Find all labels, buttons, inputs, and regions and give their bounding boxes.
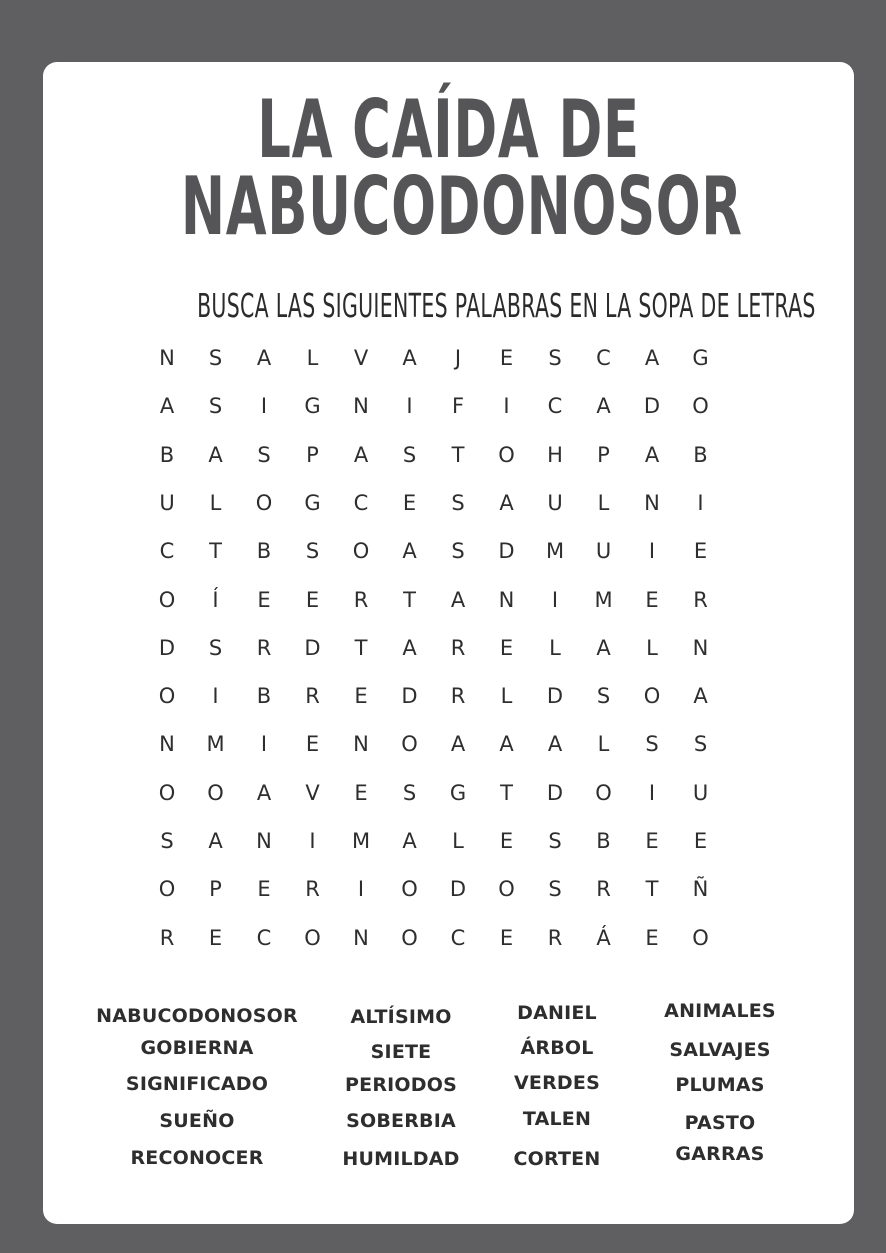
grid-letter: U	[159, 490, 175, 515]
word-list-item: TALEN	[522, 1108, 592, 1130]
grid-letter: E	[499, 346, 514, 370]
grid-letter: T	[354, 635, 368, 660]
word-list-item: ANIMALES	[664, 1000, 776, 1022]
grid-letter: O	[401, 877, 418, 902]
grid-letter: N	[353, 732, 369, 757]
grid-letter: E	[402, 490, 417, 515]
grid-letter: E	[693, 539, 708, 564]
grid-letter: I	[406, 394, 413, 419]
title-line-2: NABUCODONOSOR	[180, 160, 743, 253]
grid-letter: E	[354, 780, 368, 805]
word-list-item: PASTO	[684, 1112, 756, 1134]
grid-letter: N	[644, 490, 660, 515]
grid-letter: S	[257, 442, 271, 467]
grid-letter: I	[260, 732, 268, 757]
word-list-item: GARRAS	[675, 1143, 765, 1165]
grid-letter: S	[596, 684, 611, 709]
grid-letter: R	[547, 925, 563, 950]
grid-letter: B	[256, 539, 272, 564]
grid-letter: C	[256, 925, 272, 950]
grid-letter: I	[648, 539, 656, 564]
grid-letter: I	[551, 587, 559, 612]
grid-letter: S	[208, 394, 223, 419]
grid-letter: S	[693, 732, 708, 757]
word-list-item: ÁRBOL	[520, 1037, 594, 1059]
grid-letter: A	[499, 490, 514, 515]
word-list-item: SOBERBIA	[346, 1110, 456, 1132]
grid-letter: C	[596, 346, 611, 370]
grid-letter: E	[305, 732, 320, 757]
grid-letter: E	[305, 587, 320, 612]
worksheet-page	[43, 62, 854, 1224]
grid-letter: A	[644, 442, 660, 467]
grid-letter: I	[309, 829, 316, 853]
grid-letter: B	[693, 442, 708, 467]
grid-letter: R	[596, 877, 611, 902]
grid-letter: A	[256, 346, 272, 370]
grid-letter: S	[451, 490, 465, 515]
grid-letter: E	[499, 829, 514, 853]
grid-letter: A	[644, 346, 660, 370]
grid-letter: S	[208, 635, 223, 660]
grid-letter: A	[208, 442, 223, 467]
grid-letter: P	[597, 442, 610, 467]
grid-letter: G	[304, 490, 321, 515]
word-list-item: ALTÍSIMO	[350, 1006, 452, 1028]
grid-letter: O	[692, 394, 709, 419]
grid-letter: A	[693, 684, 708, 709]
grid-letter: O	[207, 780, 224, 805]
grid-letter: R	[305, 877, 320, 902]
grid-letter: D	[546, 684, 564, 709]
grid-letter: T	[500, 780, 513, 805]
grid-letter: F	[451, 394, 465, 419]
grid-letter: O	[595, 780, 612, 805]
grid-letter: N	[353, 394, 369, 419]
grid-letter: M	[351, 829, 371, 853]
grid-letter: U	[692, 780, 709, 805]
grid-letter: E	[499, 635, 514, 660]
grid-letter: D	[449, 877, 467, 902]
grid-letter: R	[305, 684, 320, 709]
grid-letter: L	[597, 490, 610, 515]
grid-letter: E	[693, 829, 708, 853]
grid-letter: A	[402, 346, 417, 370]
grid-letter: S	[645, 732, 659, 757]
grid-letter: L	[549, 635, 561, 660]
word-list-item: PLUMAS	[675, 1074, 765, 1096]
grid-letter: O	[158, 780, 176, 805]
grid-letter: U	[547, 490, 563, 515]
word-list-item: RECONOCER	[130, 1147, 264, 1169]
grid-letter: E	[354, 684, 368, 709]
grid-letter: O	[498, 877, 515, 902]
grid-letter: E	[645, 829, 659, 853]
grid-letter: O	[498, 442, 515, 467]
grid-letter: A	[159, 394, 175, 419]
grid-letter: A	[596, 394, 611, 419]
grid-letter: R	[353, 587, 369, 612]
grid-letter: I	[212, 684, 219, 709]
word-list-item: PERIODOS	[345, 1074, 457, 1096]
grid-letter: G	[692, 346, 709, 370]
grid-letter: A	[450, 587, 466, 612]
grid-letter: A	[450, 732, 466, 757]
grid-letter: R	[159, 925, 175, 950]
grid-letter: L	[500, 684, 513, 709]
grid-letter: T	[451, 442, 465, 467]
grid-letter: V	[353, 346, 369, 370]
grid-letter: E	[257, 877, 271, 902]
grid-letter: N	[256, 829, 272, 853]
grid-letter: M	[206, 732, 225, 757]
grid-letter: A	[256, 780, 272, 805]
grid-letter: B	[596, 829, 611, 853]
grid-letter: G	[449, 780, 467, 805]
grid-letter: D	[304, 635, 321, 660]
grid-letter: D	[401, 684, 418, 709]
grid-letter: Á	[596, 925, 611, 950]
grid-letter: C	[547, 394, 563, 419]
word-list-item: HUMILDAD	[342, 1148, 460, 1170]
grid-letter: E	[208, 925, 223, 950]
grid-letter: O	[304, 925, 321, 950]
word-list-item: SALVAJES	[669, 1039, 771, 1061]
grid-letter: O	[692, 925, 709, 950]
grid-letter: A	[402, 539, 417, 564]
grid-letter: E	[499, 925, 514, 950]
grid-letter: R	[693, 587, 708, 612]
grid-letter: S	[451, 539, 465, 564]
grid-letter: A	[596, 635, 611, 660]
grid-letter: O	[158, 684, 176, 709]
grid-letter: B	[159, 442, 175, 467]
grid-letter: A	[499, 732, 514, 757]
grid-letter: R	[256, 635, 272, 660]
grid-letter: S	[402, 442, 417, 467]
grid-letter: I	[260, 394, 268, 419]
word-list-item: SIGNIFICADO	[125, 1073, 269, 1095]
word-list-item: CORTEN	[513, 1148, 601, 1170]
grid-letter: N	[159, 346, 175, 370]
grid-letter: Í	[212, 587, 219, 612]
grid-letter: N	[692, 635, 709, 660]
grid-letter: I	[503, 394, 510, 419]
grid-letter: O	[158, 877, 176, 902]
grid-letter: S	[305, 539, 320, 564]
grid-letter: O	[158, 587, 176, 612]
grid-letter: D	[158, 635, 176, 660]
grid-letter: L	[646, 635, 658, 660]
grid-letter: E	[645, 587, 659, 612]
grid-letter: S	[160, 829, 174, 853]
grid-letter: L	[452, 829, 464, 853]
grid-letter: D	[546, 780, 564, 805]
word-list-item: SIETE	[370, 1041, 432, 1063]
grid-letter: L	[306, 346, 319, 370]
grid-letter: D	[498, 539, 515, 564]
grid-letter: N	[159, 732, 175, 757]
grid-letter: R	[450, 684, 466, 709]
grid-letter: Ñ	[692, 877, 709, 902]
grid-letter: M	[545, 539, 565, 564]
word-list-item: VERDES	[514, 1072, 600, 1094]
grid-letter: T	[403, 587, 416, 612]
grid-letter: I	[648, 780, 656, 805]
grid-letter: I	[357, 877, 365, 902]
word-list-item: DANIEL	[517, 1002, 597, 1024]
grid-letter: O	[643, 684, 661, 709]
grid-letter: C	[353, 490, 369, 515]
grid-letter: I	[697, 490, 704, 515]
grid-letter: P	[306, 442, 319, 467]
word-list-item: SUEÑO	[159, 1110, 235, 1132]
grid-letter: N	[498, 587, 515, 612]
grid-letter: D	[643, 394, 661, 419]
word-list-item: GOBIERNA	[140, 1037, 254, 1059]
grid-letter: T	[209, 539, 222, 564]
grid-letter: S	[402, 780, 417, 805]
instructions: BUSCA LAS SIGUIENTES PALABRAS EN LA SOPA DE LETRAS	[197, 286, 816, 325]
grid-letter: G	[304, 394, 321, 419]
grid-letter: J	[454, 346, 462, 370]
grid-letter: A	[547, 732, 563, 757]
grid-letter: L	[597, 732, 610, 757]
grid-letter: M	[594, 587, 613, 612]
grid-letter: E	[645, 925, 659, 950]
grid-letter: E	[257, 587, 271, 612]
grid-letter: U	[595, 539, 612, 564]
grid-letter: A	[208, 829, 223, 853]
word-list-item: NABUCODONOSOR	[96, 1005, 298, 1027]
grid-letter: S	[548, 346, 562, 370]
grid-letter: O	[255, 490, 273, 515]
grid-letter: P	[209, 877, 222, 902]
grid-letter: V	[305, 780, 320, 805]
grid-letter: S	[548, 829, 562, 853]
grid-letter: S	[548, 877, 562, 902]
title-line-1: LA CAÍDA DE	[257, 83, 640, 176]
grid-letter: N	[353, 925, 369, 950]
grid-letter: T	[645, 877, 659, 902]
grid-letter: O	[401, 925, 418, 950]
grid-letter: S	[208, 346, 223, 370]
grid-letter: B	[256, 684, 272, 709]
grid-letter: O	[401, 732, 418, 757]
grid-letter: H	[547, 442, 563, 467]
grid-letter: O	[352, 539, 370, 564]
grid-letter: A	[402, 635, 417, 660]
grid-letter: C	[450, 925, 466, 950]
grid-letter: C	[159, 539, 175, 564]
grid-letter: L	[209, 490, 222, 515]
grid-letter: R	[450, 635, 466, 660]
grid-letter: A	[353, 442, 369, 467]
grid-letter: A	[402, 829, 417, 853]
